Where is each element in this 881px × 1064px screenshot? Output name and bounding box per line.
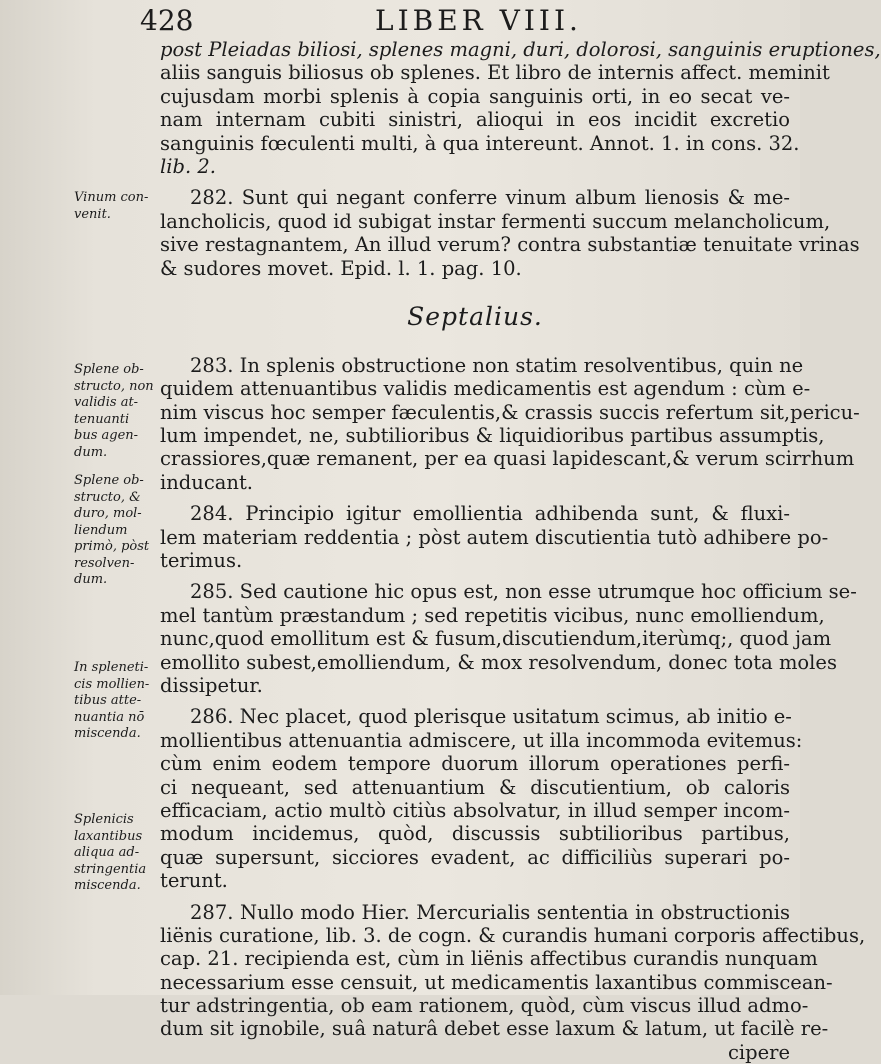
text-line: lem materiam reddentia ; pòst autem discutientia tutò adhibere po- (160, 526, 790, 549)
paragraph-continuation (160, 38, 790, 178)
margin-note-in-spleneticis (74, 660, 158, 743)
margin-note-line: liendum (74, 523, 158, 540)
paragraph-284 (160, 502, 790, 572)
paragraph-285 (160, 580, 790, 697)
paragraph-286 (160, 705, 790, 892)
margin-note-line: tibus atte- (74, 693, 158, 710)
text-line: lum impendet, ne, subtilioribus & liquidioribus partibus assumptis, (160, 424, 790, 447)
text-line: post Pleiadas biliosi, splenes magni, duri, dolorosi, sanguinis eruptiones, (160, 38, 790, 61)
text-line: 284. Principio igitur emollientia adhibenda sunt, & fluxi- (160, 502, 790, 525)
text-line: modum incidemus, quòd, discussis subtilioribus partibus, (160, 822, 790, 845)
margin-note-line: miscenda. (74, 878, 158, 895)
margin-note-line: Splenicis (74, 812, 158, 829)
margin-note-line: nuantia nō (74, 710, 158, 727)
margin-note-line: stringentia (74, 862, 158, 879)
text-line: lib. 2. (160, 155, 790, 178)
running-head: LIBER VIII. (375, 4, 582, 38)
paragraph-283 (160, 354, 790, 494)
margin-note-line: cis mollien- (74, 677, 158, 694)
margin-note-line: In spleneti- (74, 660, 158, 677)
margin-note-splene-duro (74, 473, 158, 589)
text-line: tur adstringentia, ob eam rationem, quòd, cùm viscus illud admo- (160, 994, 790, 1017)
text-line: 283. In splenis obstructione non statim resolventibus, quin ne (160, 354, 790, 377)
text-line: nam internam cubiti sinistri, alioqui in eos incidit excretio (160, 108, 790, 131)
page-header (140, 4, 800, 38)
margin-note-line: laxantibus (74, 829, 158, 846)
text-line: dum sit ignobile, suâ naturâ debet esse laxum & latum, ut facilè re- (160, 1017, 790, 1040)
margin-note-line: aliqua ad- (74, 845, 158, 862)
text-line: mel tantùm præstandum ; sed repetitis vicibus, nunc emolliendum, (160, 604, 790, 627)
page-number: 428 (140, 4, 193, 38)
text-line: inducant. (160, 471, 790, 494)
text-line: & sudores movet. Epid. l. 1. pag. 10. (160, 257, 790, 280)
text-line: ci nequeant, sed attenuantium & discutientium, ob caloris (160, 776, 790, 799)
text-line: terunt. (160, 869, 790, 892)
margin-note-line: Splene ob- (74, 362, 158, 379)
text-line: mollientibus attenuantia admiscere, ut illa incommoda evitemus: (160, 729, 790, 752)
text-line: 286. Nec placet, quod plerisque usitatum scimus, ab initio e- (160, 705, 790, 728)
margin-note-line: primò, pòst (74, 539, 158, 556)
paragraph-287 (160, 901, 790, 1064)
paragraph-282 (160, 186, 790, 280)
text-line: cap. 21. recipienda est, cùm in liënis affectibus curandis nunquam (160, 947, 790, 970)
margin-note-line: structo, & (74, 490, 158, 507)
text-line: nim viscus hoc semper fæculentis,& crassis succis refertum sit,pericu- (160, 401, 790, 424)
text-line: necessarium esse censuit, ut medicamentis laxantibus commiscean- (160, 971, 790, 994)
text-line: efficaciam, actio multò citiùs absolvatur, in illud semper incom- (160, 799, 790, 822)
margin-note-line: dum. (74, 445, 158, 462)
text-line: lancholicis, quod id subigat instar fermenti succum melancholicum, (160, 210, 790, 233)
margin-note-line: Splene ob- (74, 473, 158, 490)
margin-note-vinum (74, 190, 158, 223)
text-line: cùm enim eodem tempore duorum illorum operationes perfi- (160, 752, 790, 775)
text-line: crassiores,quæ remanent, per ea quasi lapidescant,& verum scirrhum (160, 447, 790, 470)
text-line: liënis curatione, lib. 3. de cogn. & curandis humani corporis affectibus, (160, 924, 790, 947)
margin-note-line: structo, non (74, 379, 158, 396)
margin-note-line: validis at- (74, 395, 158, 412)
margin-note-line: resolven- (74, 556, 158, 573)
margin-note-line: miscenda. (74, 726, 158, 743)
text-line: 282. Sunt qui negant conferre vinum album lienosis & me- (160, 186, 790, 209)
text-line: emollito subest,emolliendum, & mox resolvendum, donec tota moles (160, 651, 790, 674)
margin-note-line: Vinum con- (74, 190, 158, 207)
text-line: 287. Nullo modo Hier. Mercurialis sententia in obstructionis (160, 901, 790, 924)
margin-note-line: venit. (74, 207, 158, 224)
margin-note-splenicis (74, 812, 158, 895)
text-line: cujusdam morbi splenis à copia sanguinis orti, in eo secat ve- (160, 85, 790, 108)
margin-note-line: bus agen- (74, 428, 158, 445)
text-line: terimus. (160, 549, 790, 572)
margin-note-line: tenuanti (74, 412, 158, 429)
text-line: quæ supersunt, sicciores evadent, ac difficiliùs superari po- (160, 846, 790, 869)
text-line: sanguinis fœculenti multi, à qua intereunt. Annot. 1. in cons. 32. (160, 132, 790, 155)
margin-note-splene-obstructo (74, 362, 158, 461)
catchword: cipere (160, 1041, 790, 1064)
text-line: sive restagnantem, An illud verum? contra substantiæ tenuitate vrinas (160, 233, 790, 256)
text-line: dissipetur. (160, 674, 790, 697)
text-line: 285. Sed cautione hic opus est, non esse utrumque hoc officium se- (160, 580, 790, 603)
main-text (160, 38, 790, 1064)
section-title: Septalius. (160, 280, 790, 354)
margin-note-line: dum. (74, 572, 158, 589)
text-line: nunc,quod emollitum est & fusum,discutiendum,iterùmq;, quod jam (160, 627, 790, 650)
margin-note-line: duro, mol- (74, 506, 158, 523)
text-line: quidem attenuantibus validis medicamentis est agendum : cùm e- (160, 377, 790, 400)
text-line: aliis sanguis biliosus ob splenes. Et libro de internis affect. meminit (160, 61, 790, 84)
